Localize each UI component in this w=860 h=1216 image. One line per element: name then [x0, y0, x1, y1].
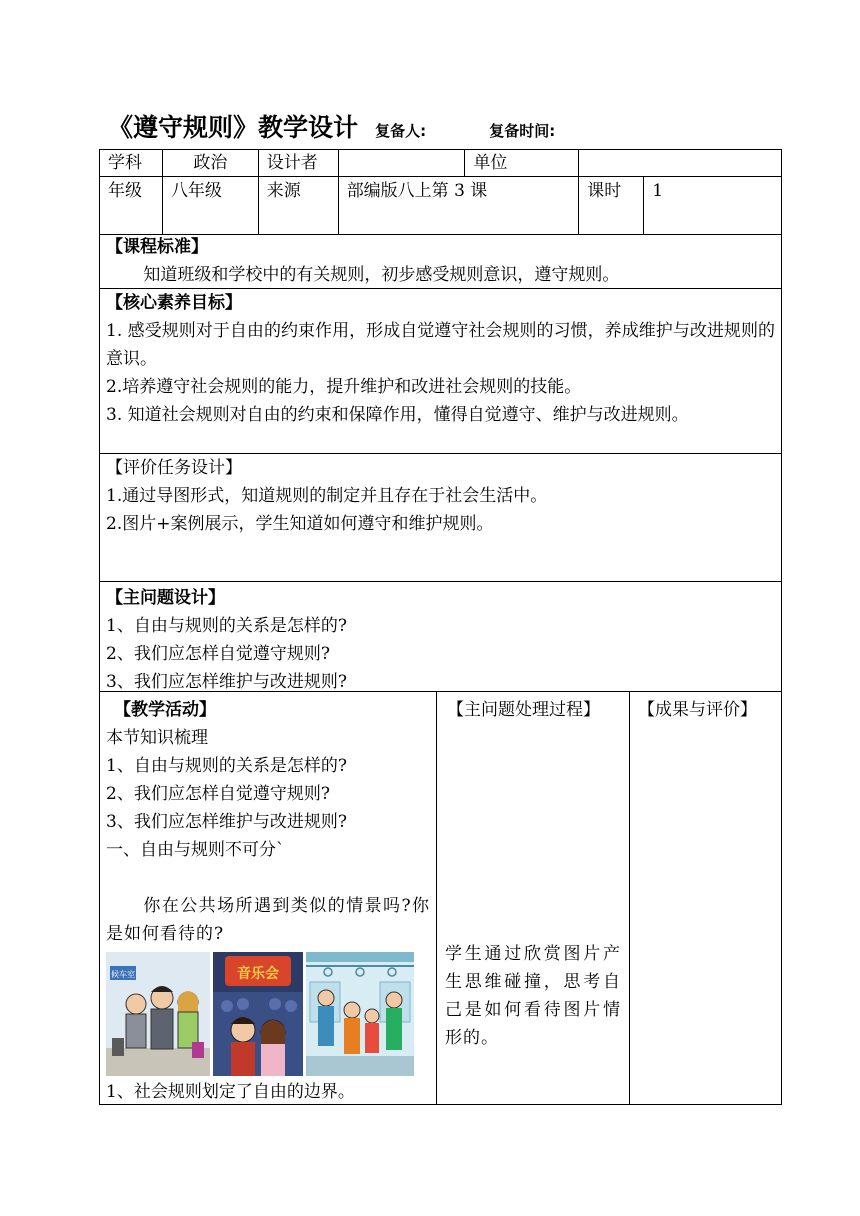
core-goal-item: 1. 感受规则对于自由的约束作用，形成自觉遵守社会规则的习惯，养成维护与改进规则的意识。 [106, 321, 775, 369]
period-value: 1 [644, 177, 782, 235]
process-heading: 【主问题处理过程】 [447, 700, 600, 720]
designer-value [338, 150, 465, 177]
subject-value: 政治 [162, 150, 258, 177]
activities-section [99, 692, 782, 1105]
core-goal-item: 2.培养遵守社会规则的能力，提升维护和改进社会规则的技能。 [106, 377, 582, 397]
review-item: 3、我们应怎样维护与改进规则? [106, 812, 347, 832]
document-title: 《遵守规则》教学设计 [108, 113, 359, 142]
source-value: 部编版八上第 3 课 [338, 177, 579, 235]
activities-heading: 【教学活动】 [114, 700, 216, 720]
evaluation-heading: 【评价任务设计】 [106, 458, 242, 478]
unit-label: 单位 [465, 150, 579, 177]
main-question-item: 3、我们应怎样维护与改进规则? [106, 672, 347, 692]
core-goals-section [99, 289, 782, 454]
review-item: 2、我们应怎样自觉遵守规则? [106, 784, 330, 804]
bus-drawing [306, 952, 414, 1076]
section-one-title: 一、自由与规则不可分` [106, 840, 285, 860]
info-row-1 [100, 150, 782, 177]
waiting-room-drawing [106, 952, 210, 1076]
result-column [630, 692, 783, 1104]
info-row-2 [100, 177, 782, 235]
evaluation-item: 2.图片+案例展示，学生知道如何遵守和维护规则。 [106, 514, 494, 534]
scenario-prompt: 你在公共场所遇到类似的情景吗?你是如何看待的? [106, 896, 430, 944]
core-goals-heading: 【核心素养目标】 [106, 293, 242, 313]
illustration-strip [106, 952, 430, 1076]
review-time-label: 复备时间: [489, 122, 556, 140]
evaluation-section [99, 454, 782, 582]
concert-banner: 音乐会 [237, 966, 279, 982]
info-table [99, 149, 782, 235]
waiting-room-sign: 候车室 [111, 970, 135, 979]
main-questions-heading: 【主问题设计】 [106, 588, 225, 608]
grade-value: 八年级 [162, 177, 258, 235]
source-label: 来源 [258, 177, 338, 235]
concert-illustration [213, 952, 303, 1076]
review-item: 1、自由与规则的关系是怎样的? [106, 756, 347, 776]
designer-label: 设计者 [258, 150, 338, 177]
core-goal-item: 3. 知道社会规则对自由的约束和保障作用，懂得自觉遵守、维护与改进规则。 [106, 405, 689, 425]
main-questions-section [99, 582, 782, 692]
bus-illustration [306, 952, 414, 1076]
curriculum-standard-heading: 【课程标准】 [106, 237, 208, 257]
review-label: 本节知识梳理 [106, 728, 208, 748]
main-question-item: 2、我们应怎样自觉遵守规则? [106, 644, 330, 664]
title-row [108, 108, 555, 148]
unit-value [579, 150, 782, 177]
reviewer-label: 复备人: [375, 122, 427, 140]
period-label: 课时 [579, 177, 644, 235]
evaluation-item: 1.通过导图形式，知道规则的制定并且存在于社会生活中。 [106, 486, 548, 506]
curriculum-standard-text: 知道班级和学校中的有关规则，初步感受规则意识，遵守规则。 [143, 265, 620, 285]
activities-column [100, 692, 437, 1104]
process-text: 学生通过欣赏图片产生思维碰撞，思考自己是如何看待图片情形的。 [445, 944, 621, 1048]
point-one: 1、社会规则划定了自由的边界。 [106, 1082, 355, 1102]
result-heading: 【成果与评价】 [638, 700, 757, 720]
waiting-room-illustration [106, 952, 210, 1076]
concert-drawing [213, 952, 303, 1076]
process-column [437, 692, 630, 1104]
main-question-item: 1、自由与规则的关系是怎样的? [106, 616, 347, 636]
curriculum-standard-section [99, 233, 782, 289]
grade-label: 年级 [100, 177, 163, 235]
subject-label: 学科 [100, 150, 163, 177]
